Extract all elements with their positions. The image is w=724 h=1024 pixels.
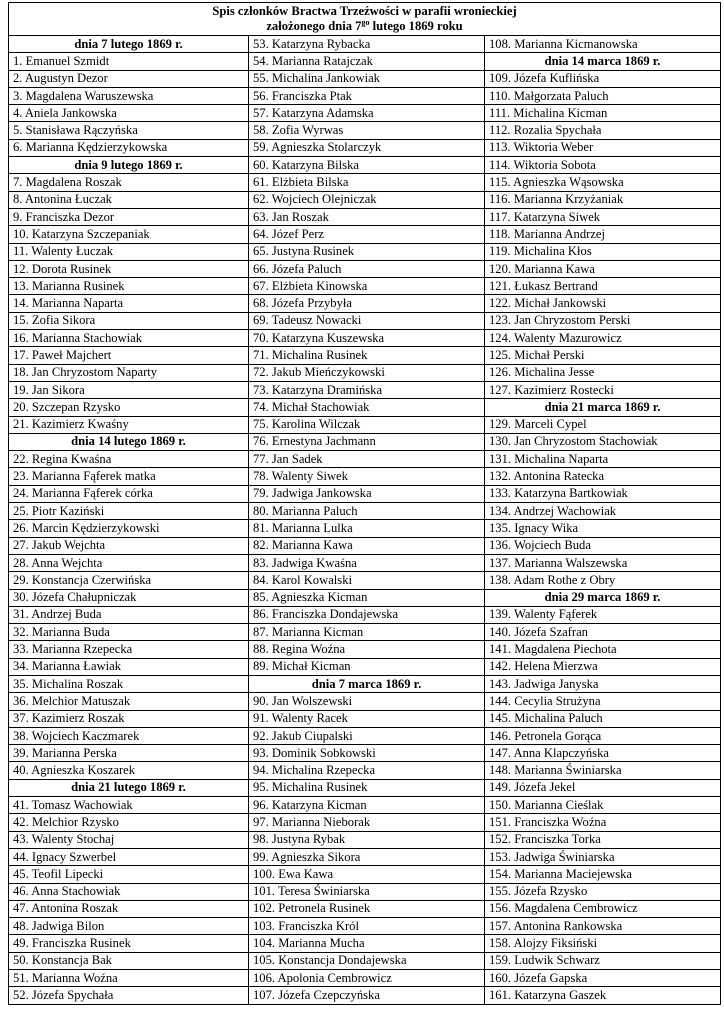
member-entry: 47. Antonina Roszak bbox=[9, 900, 249, 917]
member-entry: 127. Kazimierz Rostecki bbox=[485, 381, 721, 398]
member-entry: 130. Jan Chryzostom Stachowiak bbox=[485, 433, 721, 450]
member-entry: 93. Dominik Sobkowski bbox=[249, 745, 485, 762]
table-row bbox=[9, 918, 721, 935]
member-entry: 137. Marianna Walszewska bbox=[485, 554, 721, 571]
member-entry: 53. Katarzyna Rybacka bbox=[249, 36, 485, 53]
table-row bbox=[9, 157, 721, 174]
table-row bbox=[9, 675, 721, 692]
table-row bbox=[9, 831, 721, 848]
member-entry: 7. Magdalena Roszak bbox=[9, 174, 249, 191]
table-row bbox=[9, 606, 721, 623]
member-entry: 98. Justyna Rybak bbox=[249, 831, 485, 848]
table-row bbox=[9, 485, 721, 502]
date-header: dnia 21 marca 1869 r. bbox=[485, 399, 721, 416]
member-entry: 35. Michalina Roszak bbox=[9, 675, 249, 692]
members-table bbox=[8, 2, 721, 1005]
member-entry: 153. Jadwiga Świniarska bbox=[485, 848, 721, 865]
member-entry: 45. Teofil Lipecki bbox=[9, 866, 249, 883]
member-entry: 9. Franciszka Dezor bbox=[9, 208, 249, 225]
member-entry: 121. Łukasz Bertrand bbox=[485, 278, 721, 295]
member-entry: 69. Tadeusz Nowacki bbox=[249, 312, 485, 329]
member-entry: 157. Antonina Rankowska bbox=[485, 918, 721, 935]
member-entry: 144. Cecylia Strużyna bbox=[485, 693, 721, 710]
table-row bbox=[9, 693, 721, 710]
member-entry: 80. Marianna Paluch bbox=[249, 503, 485, 520]
member-entry: 139. Walenty Fąferek bbox=[485, 606, 721, 623]
member-entry: 118. Marianna Andrzej bbox=[485, 226, 721, 243]
table-row bbox=[9, 330, 721, 347]
table-row bbox=[9, 105, 721, 122]
table-row bbox=[9, 399, 721, 416]
member-entry: 14. Marianna Naparta bbox=[9, 295, 249, 312]
member-entry: 15. Zofia Sikora bbox=[9, 312, 249, 329]
table-row bbox=[9, 451, 721, 468]
member-entry: 124. Walenty Mazurowicz bbox=[485, 330, 721, 347]
table-row bbox=[9, 243, 721, 260]
member-entry: 126. Michalina Jesse bbox=[485, 364, 721, 381]
table-row bbox=[9, 226, 721, 243]
member-entry: 11. Walenty Łuczak bbox=[9, 243, 249, 260]
member-entry: 123. Jan Chryzostom Perski bbox=[485, 312, 721, 329]
member-entry: 161. Katarzyna Gaszek bbox=[485, 987, 721, 1004]
member-entry: 51. Marianna Woźna bbox=[9, 970, 249, 987]
table-row bbox=[9, 503, 721, 520]
table-row bbox=[9, 520, 721, 537]
member-entry: 54. Marianna Ratajczak bbox=[249, 53, 485, 70]
document-title bbox=[9, 3, 721, 36]
member-entry: 134. Andrzej Wachowiak bbox=[485, 503, 721, 520]
member-entry: 2. Augustyn Dezor bbox=[9, 70, 249, 87]
member-entry: 3. Magdalena Waruszewska bbox=[9, 87, 249, 104]
table-row bbox=[9, 87, 721, 104]
member-entry: 88. Regina Woźna bbox=[249, 641, 485, 658]
table-row bbox=[9, 589, 721, 606]
member-entry: 36. Melchior Matuszak bbox=[9, 693, 249, 710]
member-entry: 81. Marianna Lulka bbox=[249, 520, 485, 537]
member-entry: 92. Jakub Ciupalski bbox=[249, 727, 485, 744]
title-line-2 bbox=[13, 19, 716, 34]
member-entry: 90. Jan Wolszewski bbox=[249, 693, 485, 710]
member-entry: 70. Katarzyna Kuszewska bbox=[249, 330, 485, 347]
member-entry: 142. Helena Mierzwa bbox=[485, 658, 721, 675]
member-entry: 113. Wiktoria Weber bbox=[485, 139, 721, 156]
table-body bbox=[9, 36, 721, 1005]
table-row bbox=[9, 952, 721, 969]
member-entry: 23. Marianna Fąferek matka bbox=[9, 468, 249, 485]
table-row bbox=[9, 554, 721, 571]
member-entry: 146. Petronela Gorąca bbox=[485, 727, 721, 744]
member-entry: 41. Tomasz Wachowiak bbox=[9, 797, 249, 814]
member-entry: 49. Franciszka Rusinek bbox=[9, 935, 249, 952]
table-row bbox=[9, 347, 721, 364]
member-entry: 77. Jan Sadek bbox=[249, 451, 485, 468]
member-entry: 63. Jan Roszak bbox=[249, 208, 485, 225]
member-entry: 136. Wojciech Buda bbox=[485, 537, 721, 554]
member-entry: 5. Stanisława Rączyńska bbox=[9, 122, 249, 139]
table-row bbox=[9, 260, 721, 277]
title-superscript: go bbox=[361, 17, 370, 27]
title-line-2-pre: założonego dnia 7 bbox=[266, 19, 362, 33]
table-row bbox=[9, 381, 721, 398]
member-entry: 8. Antonina Łuczak bbox=[9, 191, 249, 208]
date-header: dnia 14 marca 1869 r. bbox=[485, 53, 721, 70]
member-entry: 76. Ernestyna Jachmann bbox=[249, 433, 485, 450]
member-entry: 38. Wojciech Kaczmarek bbox=[9, 727, 249, 744]
member-entry: 26. Marcin Kędzierzykowski bbox=[9, 520, 249, 537]
member-entry: 115. Agnieszka Wąsowska bbox=[485, 174, 721, 191]
member-entry: 149. Józefa Jekel bbox=[485, 779, 721, 796]
member-entry: 158. Alojzy Fiksiński bbox=[485, 935, 721, 952]
member-entry: 99. Agnieszka Sikora bbox=[249, 848, 485, 865]
member-entry: 82. Marianna Kawa bbox=[249, 537, 485, 554]
member-entry: 154. Marianna Maciejewska bbox=[485, 866, 721, 883]
member-entry: 21. Kazimierz Kwaśny bbox=[9, 416, 249, 433]
member-entry: 40. Agnieszka Koszarek bbox=[9, 762, 249, 779]
member-entry: 147. Anna Klapczyńska bbox=[485, 745, 721, 762]
member-entry: 19. Jan Sikora bbox=[9, 381, 249, 398]
member-entry: 1. Emanuel Szmidt bbox=[9, 53, 249, 70]
member-entry: 155. Józefa Rzysko bbox=[485, 883, 721, 900]
member-entry: 42. Melchior Rzysko bbox=[9, 814, 249, 831]
table-row bbox=[9, 122, 721, 139]
member-entry: 110. Małgorzata Paluch bbox=[485, 87, 721, 104]
date-header: dnia 29 marca 1869 r. bbox=[485, 589, 721, 606]
member-entry: 34. Marianna Ławiak bbox=[9, 658, 249, 675]
member-entry: 131. Michalina Naparta bbox=[485, 451, 721, 468]
member-entry: 138. Adam Rothe z Obry bbox=[485, 572, 721, 589]
member-entry: 150. Marianna Cieślak bbox=[485, 797, 721, 814]
table-row bbox=[9, 900, 721, 917]
member-entry: 37. Kazimierz Roszak bbox=[9, 710, 249, 727]
member-entry: 156. Magdalena Cembrowicz bbox=[485, 900, 721, 917]
member-entry: 39. Marianna Perska bbox=[9, 745, 249, 762]
title-row bbox=[9, 3, 721, 36]
member-entry: 84. Karol Kowalski bbox=[249, 572, 485, 589]
member-entry: 105. Konstancja Dondajewska bbox=[249, 952, 485, 969]
member-entry: 44. Ignacy Szwerbel bbox=[9, 848, 249, 865]
member-entry: 91. Walenty Racek bbox=[249, 710, 485, 727]
date-header: dnia 21 lutego 1869 r. bbox=[9, 779, 249, 796]
member-entry: 74. Michał Stachowiak bbox=[249, 399, 485, 416]
member-entry: 20. Szczepan Rzysko bbox=[9, 399, 249, 416]
member-entry: 117. Katarzyna Siwek bbox=[485, 208, 721, 225]
member-entry: 159. Ludwik Schwarz bbox=[485, 952, 721, 969]
table-row bbox=[9, 779, 721, 796]
member-entry: 152. Franciszka Torka bbox=[485, 831, 721, 848]
member-entry: 94. Michalina Rzepecka bbox=[249, 762, 485, 779]
table-row bbox=[9, 174, 721, 191]
member-entry: 56. Franciszka Ptak bbox=[249, 87, 485, 104]
table-row bbox=[9, 797, 721, 814]
table-row bbox=[9, 537, 721, 554]
member-entry: 107. Józefa Czepczyńska bbox=[249, 987, 485, 1004]
member-entry: 145. Michalina Paluch bbox=[485, 710, 721, 727]
member-entry: 83. Jadwiga Kwaśna bbox=[249, 554, 485, 571]
table-row bbox=[9, 624, 721, 641]
member-entry: 27. Jakub Wejchta bbox=[9, 537, 249, 554]
member-entry: 96. Katarzyna Kicman bbox=[249, 797, 485, 814]
member-entry: 109. Józefa Kuflińska bbox=[485, 70, 721, 87]
member-entry: 106. Apolonia Cembrowicz bbox=[249, 970, 485, 987]
member-entry: 116. Marianna Krzyżaniak bbox=[485, 191, 721, 208]
member-entry: 75. Karolina Wilczak bbox=[249, 416, 485, 433]
member-entry: 32. Marianna Buda bbox=[9, 624, 249, 641]
table-row bbox=[9, 36, 721, 53]
member-entry: 12. Dorota Rusinek bbox=[9, 260, 249, 277]
table-row bbox=[9, 468, 721, 485]
member-entry: 133. Katarzyna Bartkowiak bbox=[485, 485, 721, 502]
member-entry: 160. Józefa Gapska bbox=[485, 970, 721, 987]
member-entry: 148. Marianna Świniarska bbox=[485, 762, 721, 779]
member-entry: 67. Elżbieta Kinowska bbox=[249, 278, 485, 295]
member-entry: 13. Marianna Rusinek bbox=[9, 278, 249, 295]
member-entry: 112. Rozalia Spychała bbox=[485, 122, 721, 139]
member-entry: 60. Katarzyna Bilska bbox=[249, 157, 485, 174]
table-row bbox=[9, 208, 721, 225]
member-entry: 61. Elżbieta Bilska bbox=[249, 174, 485, 191]
title-line-2-post: lutego 1869 roku bbox=[369, 19, 463, 33]
member-entry: 28. Anna Wejchta bbox=[9, 554, 249, 571]
member-entry: 111. Michalina Kicman bbox=[485, 105, 721, 122]
table-row bbox=[9, 70, 721, 87]
title-line-1: Spis członków Bractwa Trzeźwości w parafii wronieckiej bbox=[212, 4, 517, 18]
member-entry: 103. Franciszka Król bbox=[249, 918, 485, 935]
member-entry: 31. Andrzej Buda bbox=[9, 606, 249, 623]
table-row bbox=[9, 727, 721, 744]
member-entry: 125. Michał Perski bbox=[485, 347, 721, 364]
member-entry: 58. Zofia Wyrwas bbox=[249, 122, 485, 139]
member-entry: 85. Agnieszka Kicman bbox=[249, 589, 485, 606]
table-row bbox=[9, 987, 721, 1004]
table-row bbox=[9, 433, 721, 450]
member-entry: 57. Katarzyna Adamska bbox=[249, 105, 485, 122]
member-entry: 43. Walenty Stochaj bbox=[9, 831, 249, 848]
date-header: dnia 7 lutego 1869 r. bbox=[9, 36, 249, 53]
member-entry: 87. Marianna Kicman bbox=[249, 624, 485, 641]
member-entry: 16. Marianna Stachowiak bbox=[9, 330, 249, 347]
member-entry: 97. Marianna Nieborak bbox=[249, 814, 485, 831]
member-entry: 143. Jadwiga Janyska bbox=[485, 675, 721, 692]
member-entry: 68. Józefa Przybyła bbox=[249, 295, 485, 312]
member-entry: 46. Anna Stachowiak bbox=[9, 883, 249, 900]
member-entry: 50. Konstancja Bak bbox=[9, 952, 249, 969]
date-header: dnia 9 lutego 1869 r. bbox=[9, 157, 249, 174]
table-row bbox=[9, 641, 721, 658]
date-header: dnia 7 marca 1869 r. bbox=[249, 675, 485, 692]
member-entry: 66. Józefa Paluch bbox=[249, 260, 485, 277]
member-entry: 22. Regina Kwaśna bbox=[9, 451, 249, 468]
member-entry: 120. Marianna Kawa bbox=[485, 260, 721, 277]
member-entry: 71. Michalina Rusinek bbox=[249, 347, 485, 364]
member-entry: 52. Józefa Spychała bbox=[9, 987, 249, 1004]
member-entry: 135. Ignacy Wika bbox=[485, 520, 721, 537]
member-entry: 114. Wiktoria Sobota bbox=[485, 157, 721, 174]
member-entry: 119. Michalina Kłos bbox=[485, 243, 721, 260]
member-entry: 64. Józef Perz bbox=[249, 226, 485, 243]
member-entry: 86. Franciszka Dondajewska bbox=[249, 606, 485, 623]
member-entry: 95. Michalina Rusinek bbox=[249, 779, 485, 796]
member-entry: 129. Marceli Cypel bbox=[485, 416, 721, 433]
member-entry: 10. Katarzyna Szczepaniak bbox=[9, 226, 249, 243]
member-entry: 62. Wojciech Olejniczak bbox=[249, 191, 485, 208]
member-entry: 108. Marianna Kicmanowska bbox=[485, 36, 721, 53]
table-row bbox=[9, 814, 721, 831]
member-entry: 122. Michał Jankowski bbox=[485, 295, 721, 312]
member-entry: 79. Jadwiga Jankowska bbox=[249, 485, 485, 502]
member-entry: 18. Jan Chryzostom Naparty bbox=[9, 364, 249, 381]
member-entry: 72. Jakub Mieńczykowski bbox=[249, 364, 485, 381]
table-row bbox=[9, 745, 721, 762]
table-row bbox=[9, 278, 721, 295]
member-entry: 4. Aniela Jankowska bbox=[9, 105, 249, 122]
date-header: dnia 14 lutego 1869 r. bbox=[9, 433, 249, 450]
member-entry: 59. Agnieszka Stolarczyk bbox=[249, 139, 485, 156]
table-row bbox=[9, 295, 721, 312]
member-entry: 78. Walenty Siwek bbox=[249, 468, 485, 485]
member-entry: 132. Antonina Ratecka bbox=[485, 468, 721, 485]
table-row bbox=[9, 970, 721, 987]
member-entry: 89. Michał Kicman bbox=[249, 658, 485, 675]
table-row bbox=[9, 572, 721, 589]
member-entry: 104. Marianna Mucha bbox=[249, 935, 485, 952]
member-entry: 151. Franciszka Woźna bbox=[485, 814, 721, 831]
table-row bbox=[9, 416, 721, 433]
table-row bbox=[9, 883, 721, 900]
member-entry: 24. Marianna Fąferek córka bbox=[9, 485, 249, 502]
table-row bbox=[9, 710, 721, 727]
member-entry: 73. Katarzyna Dramińska bbox=[249, 381, 485, 398]
table-row bbox=[9, 53, 721, 70]
table-row bbox=[9, 139, 721, 156]
table-row bbox=[9, 866, 721, 883]
table-row bbox=[9, 762, 721, 779]
member-entry: 101. Teresa Świniarska bbox=[249, 883, 485, 900]
member-entry: 33. Marianna Rzepecka bbox=[9, 641, 249, 658]
table-row bbox=[9, 191, 721, 208]
table-row bbox=[9, 658, 721, 675]
member-entry: 48. Jadwiga Bilon bbox=[9, 918, 249, 935]
member-entry: 29. Konstancja Czerwińska bbox=[9, 572, 249, 589]
table-row bbox=[9, 312, 721, 329]
member-entry: 55. Michalina Jankowiak bbox=[249, 70, 485, 87]
member-entry: 25. Piotr Kaziński bbox=[9, 503, 249, 520]
table-row bbox=[9, 364, 721, 381]
member-entry: 6. Marianna Kędzierzykowska bbox=[9, 139, 249, 156]
member-entry: 65. Justyna Rusinek bbox=[249, 243, 485, 260]
table-row bbox=[9, 848, 721, 865]
member-entry: 100. Ewa Kawa bbox=[249, 866, 485, 883]
member-entry: 102. Petronela Rusinek bbox=[249, 900, 485, 917]
table-row bbox=[9, 935, 721, 952]
member-entry: 30. Józefa Chałupniczak bbox=[9, 589, 249, 606]
member-entry: 141. Magdalena Piechota bbox=[485, 641, 721, 658]
member-entry: 140. Józefa Szafran bbox=[485, 624, 721, 641]
member-entry: 17. Paweł Majchert bbox=[9, 347, 249, 364]
